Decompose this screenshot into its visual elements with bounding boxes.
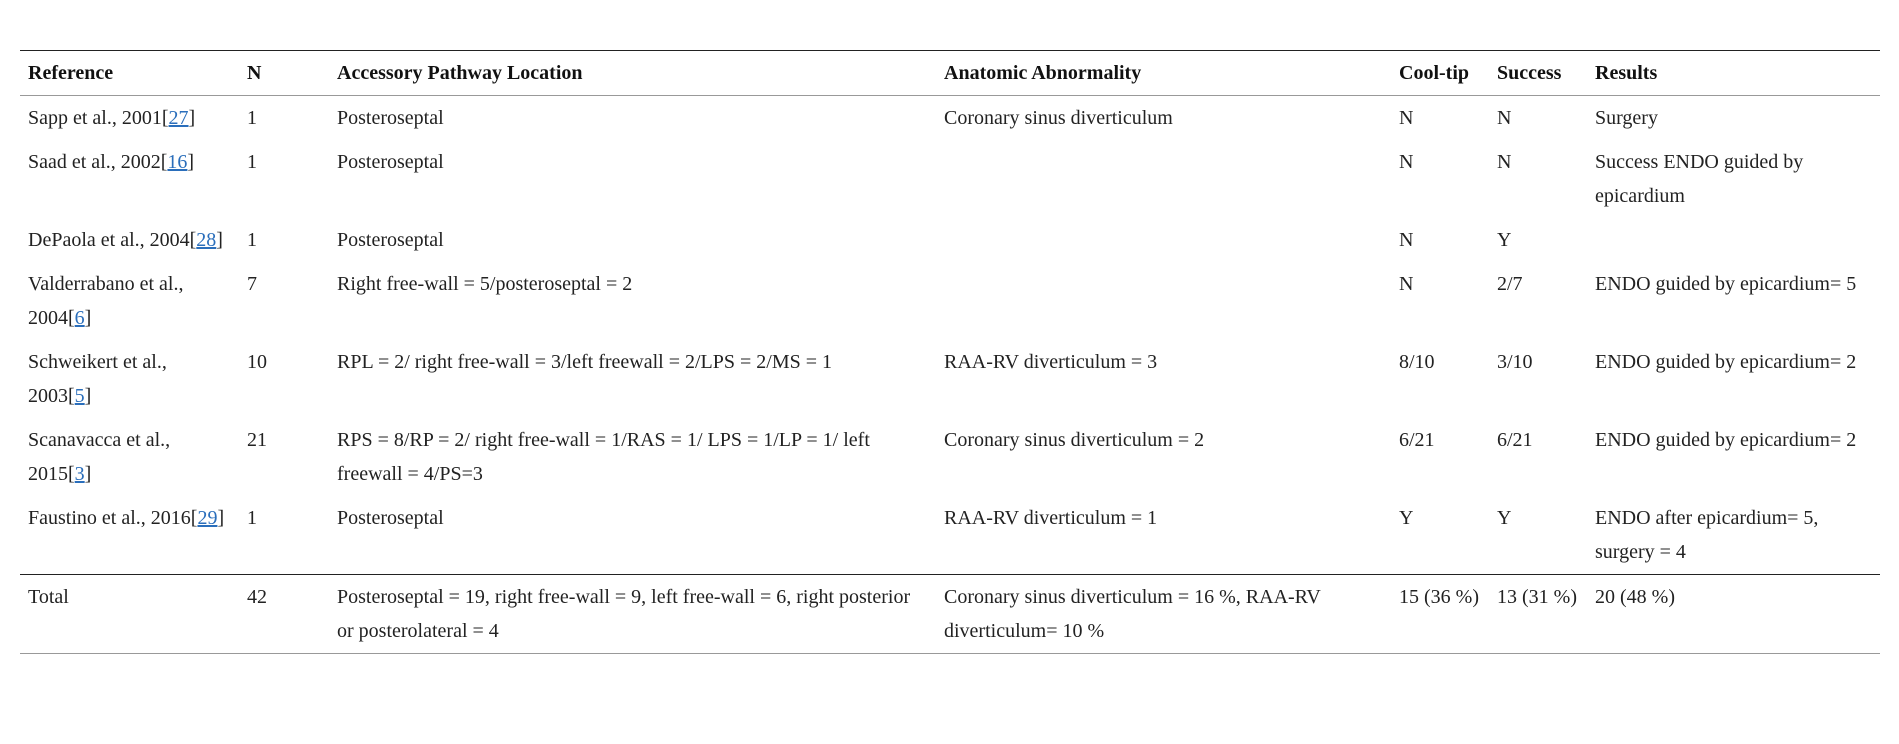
- total-results: 20 (48 %): [1587, 575, 1880, 654]
- cell-location: Posteroseptal: [337, 151, 444, 173]
- header-anatomic-abnormality: Anatomic Abnormality: [936, 51, 1391, 96]
- cell-cooltip: N: [1399, 107, 1414, 129]
- cell-n: 1: [247, 151, 257, 173]
- data-table-container: [20, 50, 1880, 654]
- citation-link[interactable]: 6: [74, 307, 85, 329]
- table-header: [20, 51, 1880, 96]
- total-location: Posteroseptal = 19, right free-wall = 9, left free-wall = 6, right posterior or posterolateral = 4: [329, 575, 936, 654]
- cell-n: 1: [247, 229, 257, 251]
- cell-n: 1: [247, 507, 257, 529]
- citation-link[interactable]: 28: [196, 229, 217, 251]
- cell-n: 7: [247, 273, 257, 295]
- total-anatomic: Coronary sinus diverticulum = 16 %, RAA-RV diverticulum= 10 %: [936, 575, 1391, 654]
- citation-link[interactable]: 5: [74, 385, 85, 407]
- cell-cooltip: N: [1399, 273, 1414, 295]
- cell-success: Y: [1497, 507, 1512, 529]
- cell-reference: DePaola et al., 2004[28]: [28, 229, 223, 251]
- cell-reference: Saad et al., 2002[16]: [28, 151, 195, 173]
- cell-anatomic: Coronary sinus diverticulum = 2: [944, 429, 1205, 451]
- ablation-results-table: [20, 50, 1880, 654]
- cell-reference: Schweikert et al., 2003[5]: [28, 351, 167, 407]
- cell-location: RPL = 2/ right free-wall = 3/left freewall = 2/LPS = 2/MS = 1: [337, 351, 833, 373]
- table-row: [20, 140, 1880, 218]
- cell-success: 6/21: [1497, 429, 1533, 451]
- cell-cooltip: N: [1399, 151, 1414, 173]
- cell-n: 1: [247, 107, 257, 129]
- cell-n: 21: [247, 429, 267, 451]
- cell-cooltip: N: [1399, 229, 1414, 251]
- cell-location: Posteroseptal: [337, 507, 444, 529]
- reference-text: Saad et al., 2002: [28, 151, 161, 173]
- cell-results: ENDO after epicardium= 5, surgery = 4: [1595, 507, 1819, 563]
- cell-results: ENDO guided by epicardium= 2: [1595, 351, 1857, 373]
- total-success: 13 (31 %): [1489, 575, 1587, 654]
- cell-anatomic: Coronary sinus diverticulum: [944, 107, 1173, 129]
- reference-text: DePaola et al., 2004: [28, 229, 190, 251]
- table-row: [20, 96, 1880, 141]
- total-n: 42: [239, 575, 329, 654]
- cell-success: N: [1497, 151, 1512, 173]
- cell-n: 10: [247, 351, 267, 373]
- cell-success: Y: [1497, 229, 1512, 251]
- header-pathway-location: Accessory Pathway Location: [329, 51, 936, 96]
- cell-location: Posteroseptal: [337, 107, 444, 129]
- cell-results: ENDO guided by epicardium= 2: [1595, 429, 1857, 451]
- cell-anatomic: [936, 140, 1391, 218]
- cell-location: RPS = 8/RP = 2/ right free-wall = 1/RAS = 1/ LPS = 1/LP = 1/ left freewall = 4/PS=3: [337, 429, 870, 485]
- cell-results: [1587, 218, 1880, 262]
- reference-text: Sapp et al., 2001: [28, 107, 162, 129]
- citation-link[interactable]: 16: [167, 151, 188, 173]
- citation-link[interactable]: 3: [74, 463, 85, 485]
- table-body: [20, 96, 1880, 575]
- total-cooltip: 15 (36 %): [1391, 575, 1489, 654]
- reference-text: Scanavacca et al., 2015: [28, 429, 171, 485]
- cell-location: Posteroseptal: [337, 229, 444, 251]
- reference-text: Schweikert et al., 2003: [28, 351, 167, 407]
- total-label: Total: [20, 575, 239, 654]
- table-row: [20, 418, 1880, 496]
- cell-success: 2/7: [1497, 273, 1523, 295]
- header-n: N: [239, 51, 329, 96]
- cell-success: 3/10: [1497, 351, 1533, 373]
- cell-anatomic: RAA-RV diverticulum = 1: [944, 507, 1158, 529]
- header-reference: Reference: [20, 51, 239, 96]
- header-success: Success: [1489, 51, 1587, 96]
- cell-results: Surgery: [1595, 107, 1658, 129]
- cell-cooltip: Y: [1399, 507, 1414, 529]
- total-row: [20, 575, 1880, 654]
- cell-success: N: [1497, 107, 1512, 129]
- cell-location: Right free-wall = 5/posteroseptal = 2: [337, 273, 633, 295]
- table-row: [20, 340, 1880, 418]
- cell-results: ENDO guided by epicardium= 5: [1595, 273, 1857, 295]
- cell-results: Success ENDO guided by epicardium: [1595, 151, 1804, 207]
- reference-text: Valderrabano et al., 2004: [28, 273, 184, 329]
- cell-cooltip: 8/10: [1399, 351, 1435, 373]
- citation-link[interactable]: 27: [168, 107, 189, 129]
- header-cool-tip: Cool-tip: [1391, 51, 1489, 96]
- cell-reference: Valderrabano et al., 2004[6]: [28, 273, 184, 329]
- cell-cooltip: 6/21: [1399, 429, 1435, 451]
- table-row: [20, 496, 1880, 575]
- table-row: [20, 262, 1880, 340]
- table-row: [20, 218, 1880, 262]
- cell-reference: Faustino et al., 2016[29]: [28, 507, 225, 529]
- cell-anatomic: [936, 262, 1391, 340]
- cell-anatomic: [936, 218, 1391, 262]
- citation-link[interactable]: 29: [197, 507, 218, 529]
- cell-anatomic: RAA-RV diverticulum = 3: [944, 351, 1158, 373]
- cell-reference: Sapp et al., 2001[27]: [28, 107, 196, 129]
- table-footer: [20, 575, 1880, 654]
- header-row: [20, 51, 1880, 96]
- header-results: Results: [1587, 51, 1880, 96]
- reference-text: Faustino et al., 2016: [28, 507, 191, 529]
- cell-reference: Scanavacca et al., 2015[3]: [28, 429, 171, 485]
